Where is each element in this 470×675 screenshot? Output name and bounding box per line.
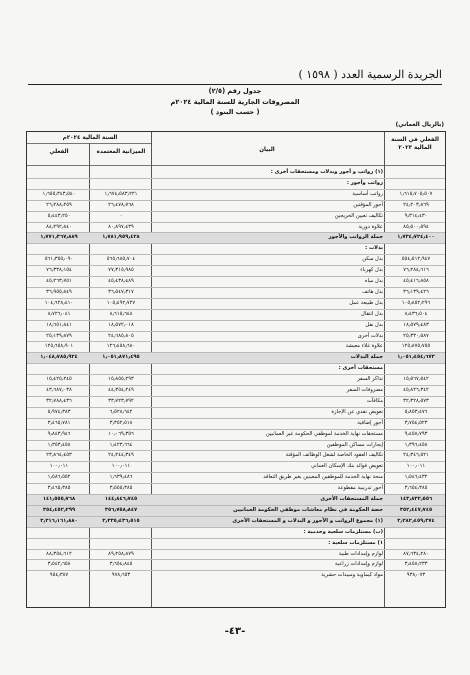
table-by-items: ( حسب البنود ) — [210, 108, 260, 116]
actual-cell: ١٫٧٧١٫٣٦٧٫٨٨٩ — [40, 234, 78, 241]
prev-actual-cell: ٥٥٤٫٥١٢٫٩٤٧ — [401, 256, 431, 263]
actual-cell: ٣٫٣١٦٫١٦١٫٨٨٠ — [40, 517, 78, 524]
total-row — [27, 505, 445, 516]
table-row — [27, 298, 445, 309]
prev-actual-cell: ٤٥٫٨٢٦٫٣٤٢ — [403, 387, 429, 393]
statement-cell: بدلات : — [365, 245, 383, 252]
approved-cell: ١٫٦٧٤٫٥٨٣٫٢٢١ — [104, 190, 138, 197]
actual-cell: ١٠٠٫٠١١ — [49, 463, 69, 470]
table-row — [27, 265, 445, 276]
table-row — [27, 309, 445, 320]
prev-actual-cell: ٩٫٣١٤٫٤٣٠ — [404, 212, 428, 219]
actual-cell: ٣٦٫٩٥٥٫٨٤٩ — [46, 288, 72, 295]
table-row — [27, 331, 445, 342]
approved-cell: ١٢٦٫٤٥٨٫٦٨٠ — [106, 343, 136, 350]
row-rule — [27, 505, 445, 506]
section-row — [27, 538, 445, 549]
actual-cell: ٣٢٫٧٨٨٫٤٣٦ — [46, 397, 72, 404]
col-header-actual: الفعلي — [49, 149, 69, 155]
row-rule — [27, 461, 445, 462]
prev-actual-cell: ٨٥٫٥٠٠٫٥٩٤ — [403, 223, 429, 230]
statement-cell: تكاليف العقود الخاصة لشغل الوظائف المؤقتة — [285, 452, 383, 459]
prev-actual-cell: ٢٤٫٢٠٣٫٨٦٩ — [403, 201, 429, 208]
approved-cell: ٨٠٫٨٩٧٫٤٣٩ — [108, 223, 134, 230]
statement-cell: (ب) مستلزمات سلعية وخدمية : — [303, 528, 383, 535]
approved-cell: ١٥٫٨٥٥٫٢٩٣ — [108, 376, 134, 383]
section-row — [27, 527, 445, 538]
row-rule — [27, 222, 445, 223]
prev-actual-cell: ٣٦٫١٣٩٫٤٢٦ — [403, 288, 429, 295]
approved-cell: ١٠٠٫٠١١ — [111, 463, 131, 470]
row-rule — [27, 407, 445, 408]
statement-cell: مواد كيماوية ومبيدات حشرية — [321, 572, 383, 579]
prev-actual-cell: ١٫٠٥١٫٤٥٤٫٦٧٣ — [397, 354, 435, 361]
actual-cell: ١٫٥٨٦٫٥٥٢ — [47, 474, 71, 481]
actual-cell: ٨٫٧٢٦٫٠٤١ — [47, 310, 71, 317]
row-rule — [27, 352, 445, 353]
statement-cell: رواتب وأجور : — [346, 179, 383, 186]
table-row — [27, 254, 445, 265]
actual-cell: ٢٦٫٢٨٨٫٢٥٩ — [46, 201, 72, 208]
actual-cell: ٣٫٤٦٥٫٣٨٥ — [47, 485, 71, 492]
row-rule — [27, 363, 445, 364]
row-rule — [27, 516, 445, 517]
actual-cell: ١٢٥٫٦٥٨٫٩٠١ — [44, 343, 74, 350]
approved-cell: ١٨٫٥٧٢٫٠١٨ — [108, 321, 134, 328]
approved-cell: ٣٣٫٧٢٣٫٧٩٢ — [108, 397, 134, 404]
row-rule — [27, 331, 445, 332]
approved-cell: ٢٦٫٤٧٨٫٧٦٨ — [108, 201, 134, 208]
statement-cell: جملة البدلات — [350, 354, 383, 361]
approved-cell: ٥٦٥٫٦٨٥٫٧٠٤ — [106, 256, 136, 263]
row-rule — [27, 254, 445, 255]
table-row — [27, 385, 445, 396]
row-rule — [27, 440, 445, 441]
actual-cell: ٣٫٥٤٢٫٦٥٨ — [47, 561, 71, 568]
approved-cell: ٧٧٫٣١٥٫٩٨٥ — [108, 267, 134, 274]
section-row — [27, 363, 445, 374]
approved-cell: ٢٤٫٢٤٤٫٣٤٩ — [108, 452, 134, 459]
statement-cell: تعويض فوائد بنك الإسكان العماني — [310, 463, 383, 470]
statement-cell: جملة الرواتب والأجور — [328, 234, 383, 241]
statement-cell: تذاكر السفر — [357, 376, 383, 383]
row-rule — [27, 494, 445, 495]
row-rule — [27, 559, 445, 560]
row-rule — [27, 287, 445, 288]
statement-cell: (١) رواتب و أجور وبدلات ومستحقات أخرى : — [270, 169, 383, 175]
prev-actual-cell: ٢٥٫٣٣٠٫٥٨٧ — [403, 332, 429, 339]
actual-cell: ١٠٤٫٦٢٨٫٤١٠ — [44, 299, 74, 306]
row-rule — [27, 265, 445, 266]
statement-cell: أجور إضافية — [357, 419, 383, 426]
prev-actual-cell: ١٨٫٥٧٩٫٤٨٣ — [403, 321, 429, 328]
approved-cell: ٨٩٫٢٥٨٫٨٧٩ — [108, 550, 134, 557]
section-row — [27, 178, 445, 189]
table-row — [27, 440, 445, 451]
row-rule — [27, 418, 445, 419]
table-row — [27, 429, 445, 440]
prev-actual-cell: ١٠٠٫٠١١ — [406, 463, 426, 470]
table-row — [27, 396, 445, 407]
approved-cell: ٣٫٥٥٥٫٣٨٥ — [109, 485, 133, 492]
approved-cell: ٩٧٨٫٦٥٣ — [111, 572, 131, 579]
statement-cell: مكافآت — [366, 397, 383, 404]
actual-cell: ٤٥٫٢٦٣٫٧٥١ — [46, 278, 72, 284]
statement-cell: بدل هاتف — [362, 288, 383, 295]
row-rule — [27, 483, 445, 484]
actual-cell: ١٥٫٤٢٥٫٢٤٥ — [46, 376, 72, 383]
section-row — [27, 243, 445, 254]
statement-cell: حصة الحكومة في نظام معاشات موظفي الحكومة العمانيين — [233, 506, 383, 513]
approved-cell: ٣٦٫٥٤٧٫٣١٧ — [108, 288, 134, 295]
section-row — [27, 167, 445, 178]
table-row — [27, 418, 445, 429]
prev-actual-cell: ٥٫٨٥٣٫٤٧٦ — [404, 408, 428, 415]
table-row — [27, 287, 445, 298]
actual-cell: ٩٥٤٫٣٨٧ — [49, 572, 69, 579]
page-number: -٤٣- — [224, 626, 246, 637]
row-rule — [27, 396, 445, 397]
row-rule — [27, 200, 445, 201]
table-row — [27, 407, 445, 418]
expenditure-table — [26, 131, 446, 608]
row-rule — [27, 472, 445, 473]
total-row — [27, 516, 445, 527]
actual-cell: ١٫٠٤٨٫٧٨٥٫٩٢٤ — [40, 354, 78, 361]
row-rule — [27, 309, 445, 310]
prev-actual-cell: ٨٧٫٦٣٤٫٢٨٠ — [403, 550, 429, 557]
table-row — [27, 276, 445, 287]
prev-actual-cell: ٣٫٧٥٤٫٥٢٣ — [404, 419, 428, 426]
approved-cell: ١٫٦٣٩٫٤٨٦ — [109, 474, 133, 481]
row-rule — [27, 374, 445, 375]
statement-cell: علاوة غلاء معيشة — [345, 343, 383, 350]
actual-cell: ٢٣٫٨٦٤٫٤٥٣ — [46, 452, 72, 459]
col-header-approved: الميزانية المعتمدة — [96, 149, 146, 155]
table-row — [27, 222, 445, 233]
table-row — [27, 189, 445, 200]
table-row — [27, 472, 445, 483]
statement-cell: أجور المؤقتين — [353, 201, 383, 208]
row-rule — [27, 341, 445, 342]
table-row — [27, 320, 445, 331]
actual-cell: ١٨٫٦٥١٫٨٤١ — [46, 321, 72, 328]
actual-cell: ٣٥٤٫٤٥٢٫٢٩٩ — [42, 506, 76, 513]
statement-cell: (١) مجموع الرواتب و الأجور و البدلات و المستحقات الأخرى — [232, 517, 383, 524]
row-rule — [27, 538, 445, 539]
prev-actual-cell: ٣٫٦٥٤٫٣٨٥ — [404, 485, 428, 492]
row-rule — [27, 211, 445, 212]
header-divider — [28, 84, 442, 85]
prev-actual-cell: ١٠٥٫٨٥٢٫٢٩٦ — [401, 299, 431, 306]
table-row — [27, 211, 445, 222]
approved-cell: ٤٤٫٣٥٤٫٢٤٩ — [108, 387, 134, 393]
row-rule — [27, 450, 445, 451]
table-row — [27, 483, 445, 494]
prev-actual-cell: ٣٥٢٫٤٤٧٫٧٤٥ — [399, 506, 433, 513]
table-titles — [0, 86, 470, 118]
statement-cell: لوازم وإمدادات زراعية — [334, 561, 383, 568]
row-rule — [27, 527, 445, 528]
statement-cell: لوازم وإمدادات طبية — [338, 550, 383, 557]
row-rule — [27, 178, 445, 179]
approved-cell: ٣٥٦٫٧٥٨٫٨٤٧ — [104, 506, 138, 513]
prev-actual-cell: ٨٫٤٣٦٫٥٠٤ — [404, 310, 428, 317]
approved-cell: ٣٫٣٥٢٫٥١٨ — [109, 419, 133, 426]
statement-cell: بدل طبيعة عمل — [349, 299, 383, 306]
approved-cell: ١٠٥٫٤٩٢٫٧٢٧ — [106, 299, 136, 306]
row-rule — [27, 232, 445, 233]
approved-cell: ٤٥٫٤٣٨٫٤٨٩ — [108, 278, 134, 284]
prev-actual-cell: ٣٢٫٣٢٨٫٥٧٣ — [403, 397, 429, 404]
statement-cell: ١) مستلزمات سلعية : — [328, 539, 383, 546]
approved-cell: ٣٫٣٣٥٫٤٣٦٫٥١٥ — [102, 517, 140, 524]
table-row — [27, 570, 445, 581]
statement-cell: بدل نقل — [365, 321, 383, 328]
prev-actual-cell: ١٫٦١٥٫٧٠٥٫٥٠٧ — [399, 190, 433, 197]
actual-cell: ٥٫٩٧٤٫٣٨٣ — [47, 408, 71, 415]
prev-actual-cell: ١٫٥٤٦٫٤٣٢ — [404, 474, 428, 481]
prev-actual-cell: ٣٫٢٨٢٫٤٥٩٫٣٧٤ — [397, 517, 435, 524]
approved-cell: ٢٤٫٦٨٥٫٨٠٥ — [108, 332, 134, 339]
statement-cell: تعويض نقدي عن الإجازة — [331, 408, 383, 415]
row-rule — [27, 276, 445, 277]
row-rule — [27, 298, 445, 299]
statement-cell: مستحقات نهاية الخدمة لموظفي الحكومة غير العمانيين — [265, 430, 383, 437]
prev-actual-cell: ٧٦٫٢٨٤٫٦١٦ — [403, 267, 429, 274]
actual-cell: ٨٨٫٣٥٤٫٦١٢ — [46, 550, 72, 557]
statement-cell: علاوة دورية — [358, 223, 383, 230]
table-row — [27, 549, 445, 560]
statement-cell: منحة نهاية الخدمة للموظفين المعينين بغير طريق التعاقد — [263, 474, 383, 481]
col-header-fiscal-year: السنة المالية ٢٠٢٤م — [62, 135, 118, 141]
statement-cell: بدل انتقال — [360, 310, 383, 317]
actual-cell: ٩٫٨٤٣٫٩٤٦ — [47, 430, 71, 437]
approved-cell: ١٫٧٨١٫٩٥٩٫٤٢٨ — [102, 234, 140, 241]
table-row — [27, 450, 445, 461]
row-rule — [27, 570, 445, 571]
row-rule — [27, 320, 445, 321]
approved-cell: ٠ — [119, 212, 123, 219]
gazette-header: الجريدة الرسمية العدد ( ١٥٩٨ ) — [298, 68, 442, 81]
table-row — [27, 341, 445, 352]
table-number: جدول رقم (٢/٥) — [208, 87, 262, 95]
statement-cell: أجور تدريبية مقطوعة — [337, 485, 383, 492]
prev-actual-cell: ١٫٣٩٦٫٤٥٨ — [404, 441, 428, 448]
statement-cell: جملة المستحقات الأخرى — [320, 496, 383, 502]
actual-cell: ٥٦١٫٣٥٥٫٠٩٠ — [44, 256, 74, 263]
total-row — [27, 352, 445, 363]
col-header-statement: البيان — [259, 147, 275, 153]
actual-cell: ١٤١٫٥٥٥٫٧٦٨ — [42, 496, 76, 502]
actual-cell: ١٫٣٥٣٫٤٥٨ — [47, 441, 71, 448]
actual-cell: ٤٣٫٦٨٧٫٠٣٨ — [46, 387, 72, 393]
table-row — [27, 374, 445, 385]
prev-actual-cell: ١٢٥٫٨٧٥٫٧٥٥ — [401, 343, 431, 350]
row-rule — [27, 385, 445, 386]
actual-cell: ٢٥٫١٣٩٫٨٧٩ — [46, 332, 72, 339]
actual-cell: ١٫٦٥٥٫٣٤٣٫٥٤٠ — [42, 190, 76, 197]
statement-cell: رواتب أساسية — [352, 190, 383, 197]
row-rule — [27, 189, 445, 190]
prev-actual-cell: ١٥٫٥٦٧٫٥٤٢ — [403, 376, 429, 383]
actual-cell: ٧٦٫٣٣٨٫١٥٤ — [46, 267, 72, 274]
approved-cell: ١٫٠٥١٫٨٧١٫٤٩٥ — [102, 354, 140, 361]
actual-cell: ٥٫٤٤٣٫٢٥٠ — [47, 212, 71, 219]
total-row — [27, 494, 445, 505]
table-row — [27, 559, 445, 570]
approved-cell: ١٠٫٠٦٩٫٣٥٦ — [108, 430, 134, 437]
actual-cell: ٨٤٫٢٩٢٫٨٤٠ — [46, 223, 72, 230]
prev-actual-cell: ٩٣٨٫٠٧٣ — [406, 572, 426, 579]
statement-cell: إيجارات مساكن الموظفين — [326, 441, 383, 448]
prev-actual-cell: ٣٫٤٥٨٫٢٣٣ — [404, 561, 428, 568]
statement-cell: بدلات أخرى — [357, 332, 383, 339]
table-row — [27, 200, 445, 211]
approved-cell: ١٤٤٫٨٤٦٫٧٤٥ — [104, 496, 138, 502]
prev-actual-cell: ١٫٧٣٤٫٧٢٤٫٤٠٠ — [397, 234, 435, 241]
prev-actual-cell: ٩٫٤٥٨٫٧٩٣ — [404, 430, 428, 437]
approved-cell: ٣٫٦٥٤٫٨٤٥ — [109, 561, 133, 568]
table-subtitle: المصروفات الجارية للسنة المالية ٢٠٢٤م — [170, 97, 300, 106]
col-header-actual-prev: الفعلي في السنة المالية ٢٠٢٣ — [391, 137, 439, 151]
row-rule — [27, 429, 445, 430]
approved-cell: ١٫٤٢٣٫٦٦٤ — [109, 441, 133, 448]
approved-cell: ٨٫٦١٥٫٦٤٨ — [109, 310, 133, 317]
prev-actual-cell: ١٤٣٫٨٣٢٫٥٥٦ — [399, 496, 433, 502]
statement-cell: تكاليف تعيين الخريجين — [334, 212, 383, 219]
row-rule — [27, 243, 445, 244]
prev-actual-cell: ٢٤٫٣٤٦٫٥٢١ — [403, 452, 429, 459]
currency-unit: (بالريال العماني) — [395, 122, 444, 128]
statement-cell: بدل كهرباء — [360, 267, 383, 274]
table-row — [27, 461, 445, 472]
actual-cell: ٣٫٤٦٥٫٧٨١ — [47, 419, 71, 426]
statement-cell: مستحقات أخرى : — [338, 365, 383, 372]
prev-actual-cell: ٤٥٫٤١٦٫٨٥٨ — [403, 278, 429, 284]
statement-cell: مصروفات السفر — [346, 387, 383, 393]
row-rule — [27, 549, 445, 550]
statement-cell: بدل مياه — [364, 278, 383, 284]
statement-cell: بدل سكن — [362, 256, 383, 263]
approved-cell: ٦٫٥٢٨٫٦٤٢ — [109, 408, 133, 415]
total-row — [27, 232, 445, 243]
